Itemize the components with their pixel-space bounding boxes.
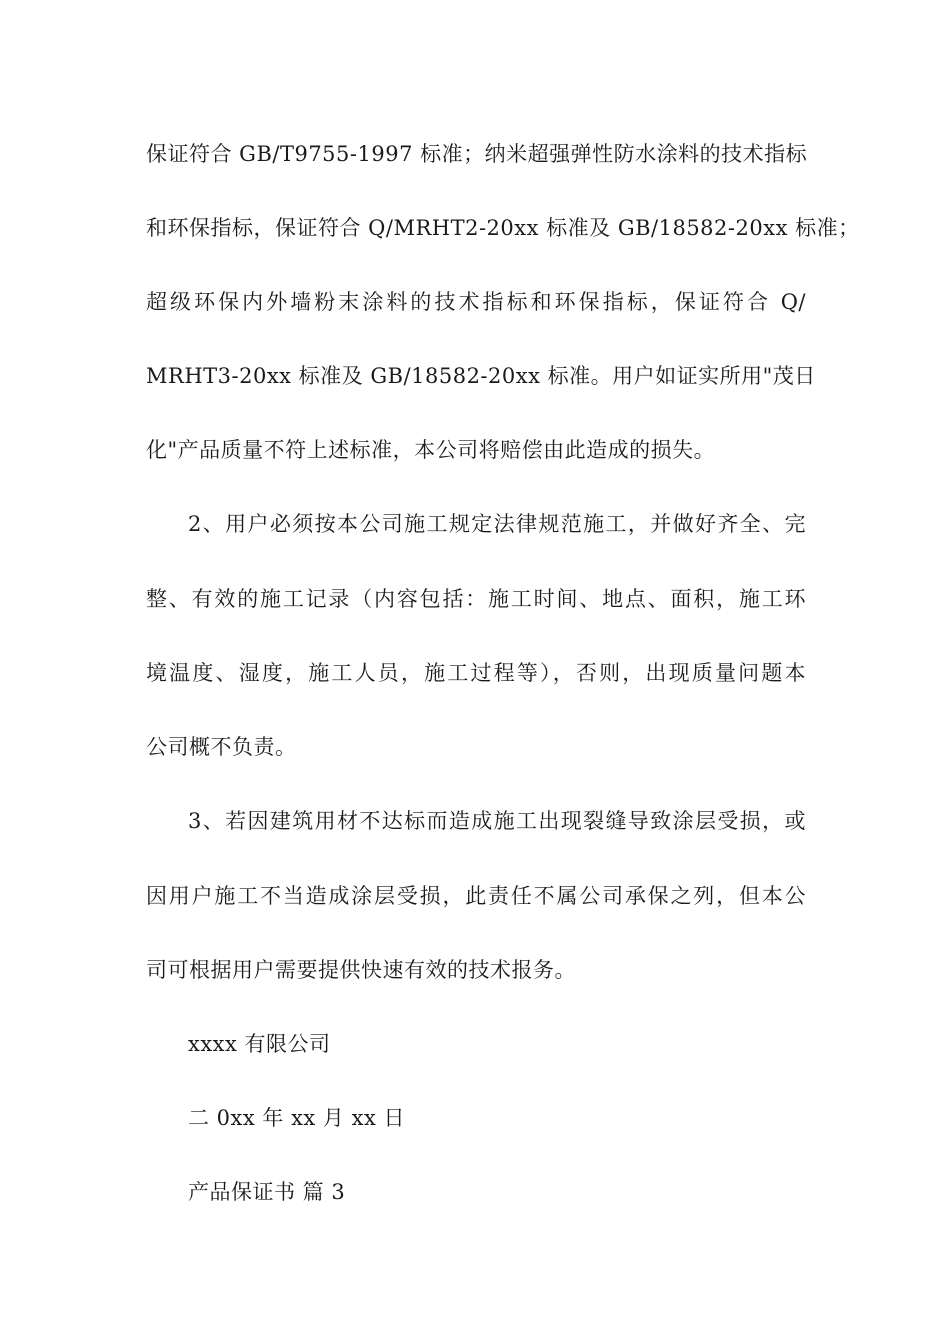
section-heading: 产品保证书 篇 3 xyxy=(188,1180,346,1204)
paragraph-line: MRHT3-20xx 标准及 GB/18582-20xx 标准。用户如证实所用"茂日 xyxy=(146,364,816,388)
paragraph-line: 境温度、湿度，施工人员，施工过程等），否则，出现质量问题本 xyxy=(146,661,806,685)
paragraph-line: 超级环保内外墙粉末涂料的技术指标和环保指标，保证符合 Q/ xyxy=(146,290,806,314)
paragraph-line: 3、若因建筑用材不达标而造成施工出现裂缝导致涂层受损，或 xyxy=(188,809,806,833)
paragraph-line: 和环保指标，保证符合 Q/MRHT2-20xx 标准及 GB/18582-20xx 标准； xyxy=(146,216,860,240)
paragraph-line: 2、用户必须按本公司施工规定法律规范施工，并做好齐全、完 xyxy=(188,512,806,536)
paragraph-line: 整、有效的施工记录（内容包括：施工时间、地点、面积，施工环 xyxy=(146,587,806,611)
paragraph-line: 保证符合 GB/T9755-1997 标准；纳米超强弹性防水涂料的技术指标 xyxy=(146,142,808,166)
paragraph-line: 公司概不负责。 xyxy=(146,735,297,759)
paragraph-line: 因用户施工不当造成涂层受损，此责任不属公司承保之列，但本公 xyxy=(146,884,806,908)
paragraph-line: 司可根据用户需要提供快速有效的技术报务。 xyxy=(146,958,576,982)
signature-date: 二 0xx 年 xx 月 xx 日 xyxy=(188,1106,405,1130)
paragraph-line: 化"产品质量不符上述标准，本公司将赔偿由此造成的损失。 xyxy=(146,438,716,462)
company-name: xxxx 有限公司 xyxy=(188,1032,331,1056)
